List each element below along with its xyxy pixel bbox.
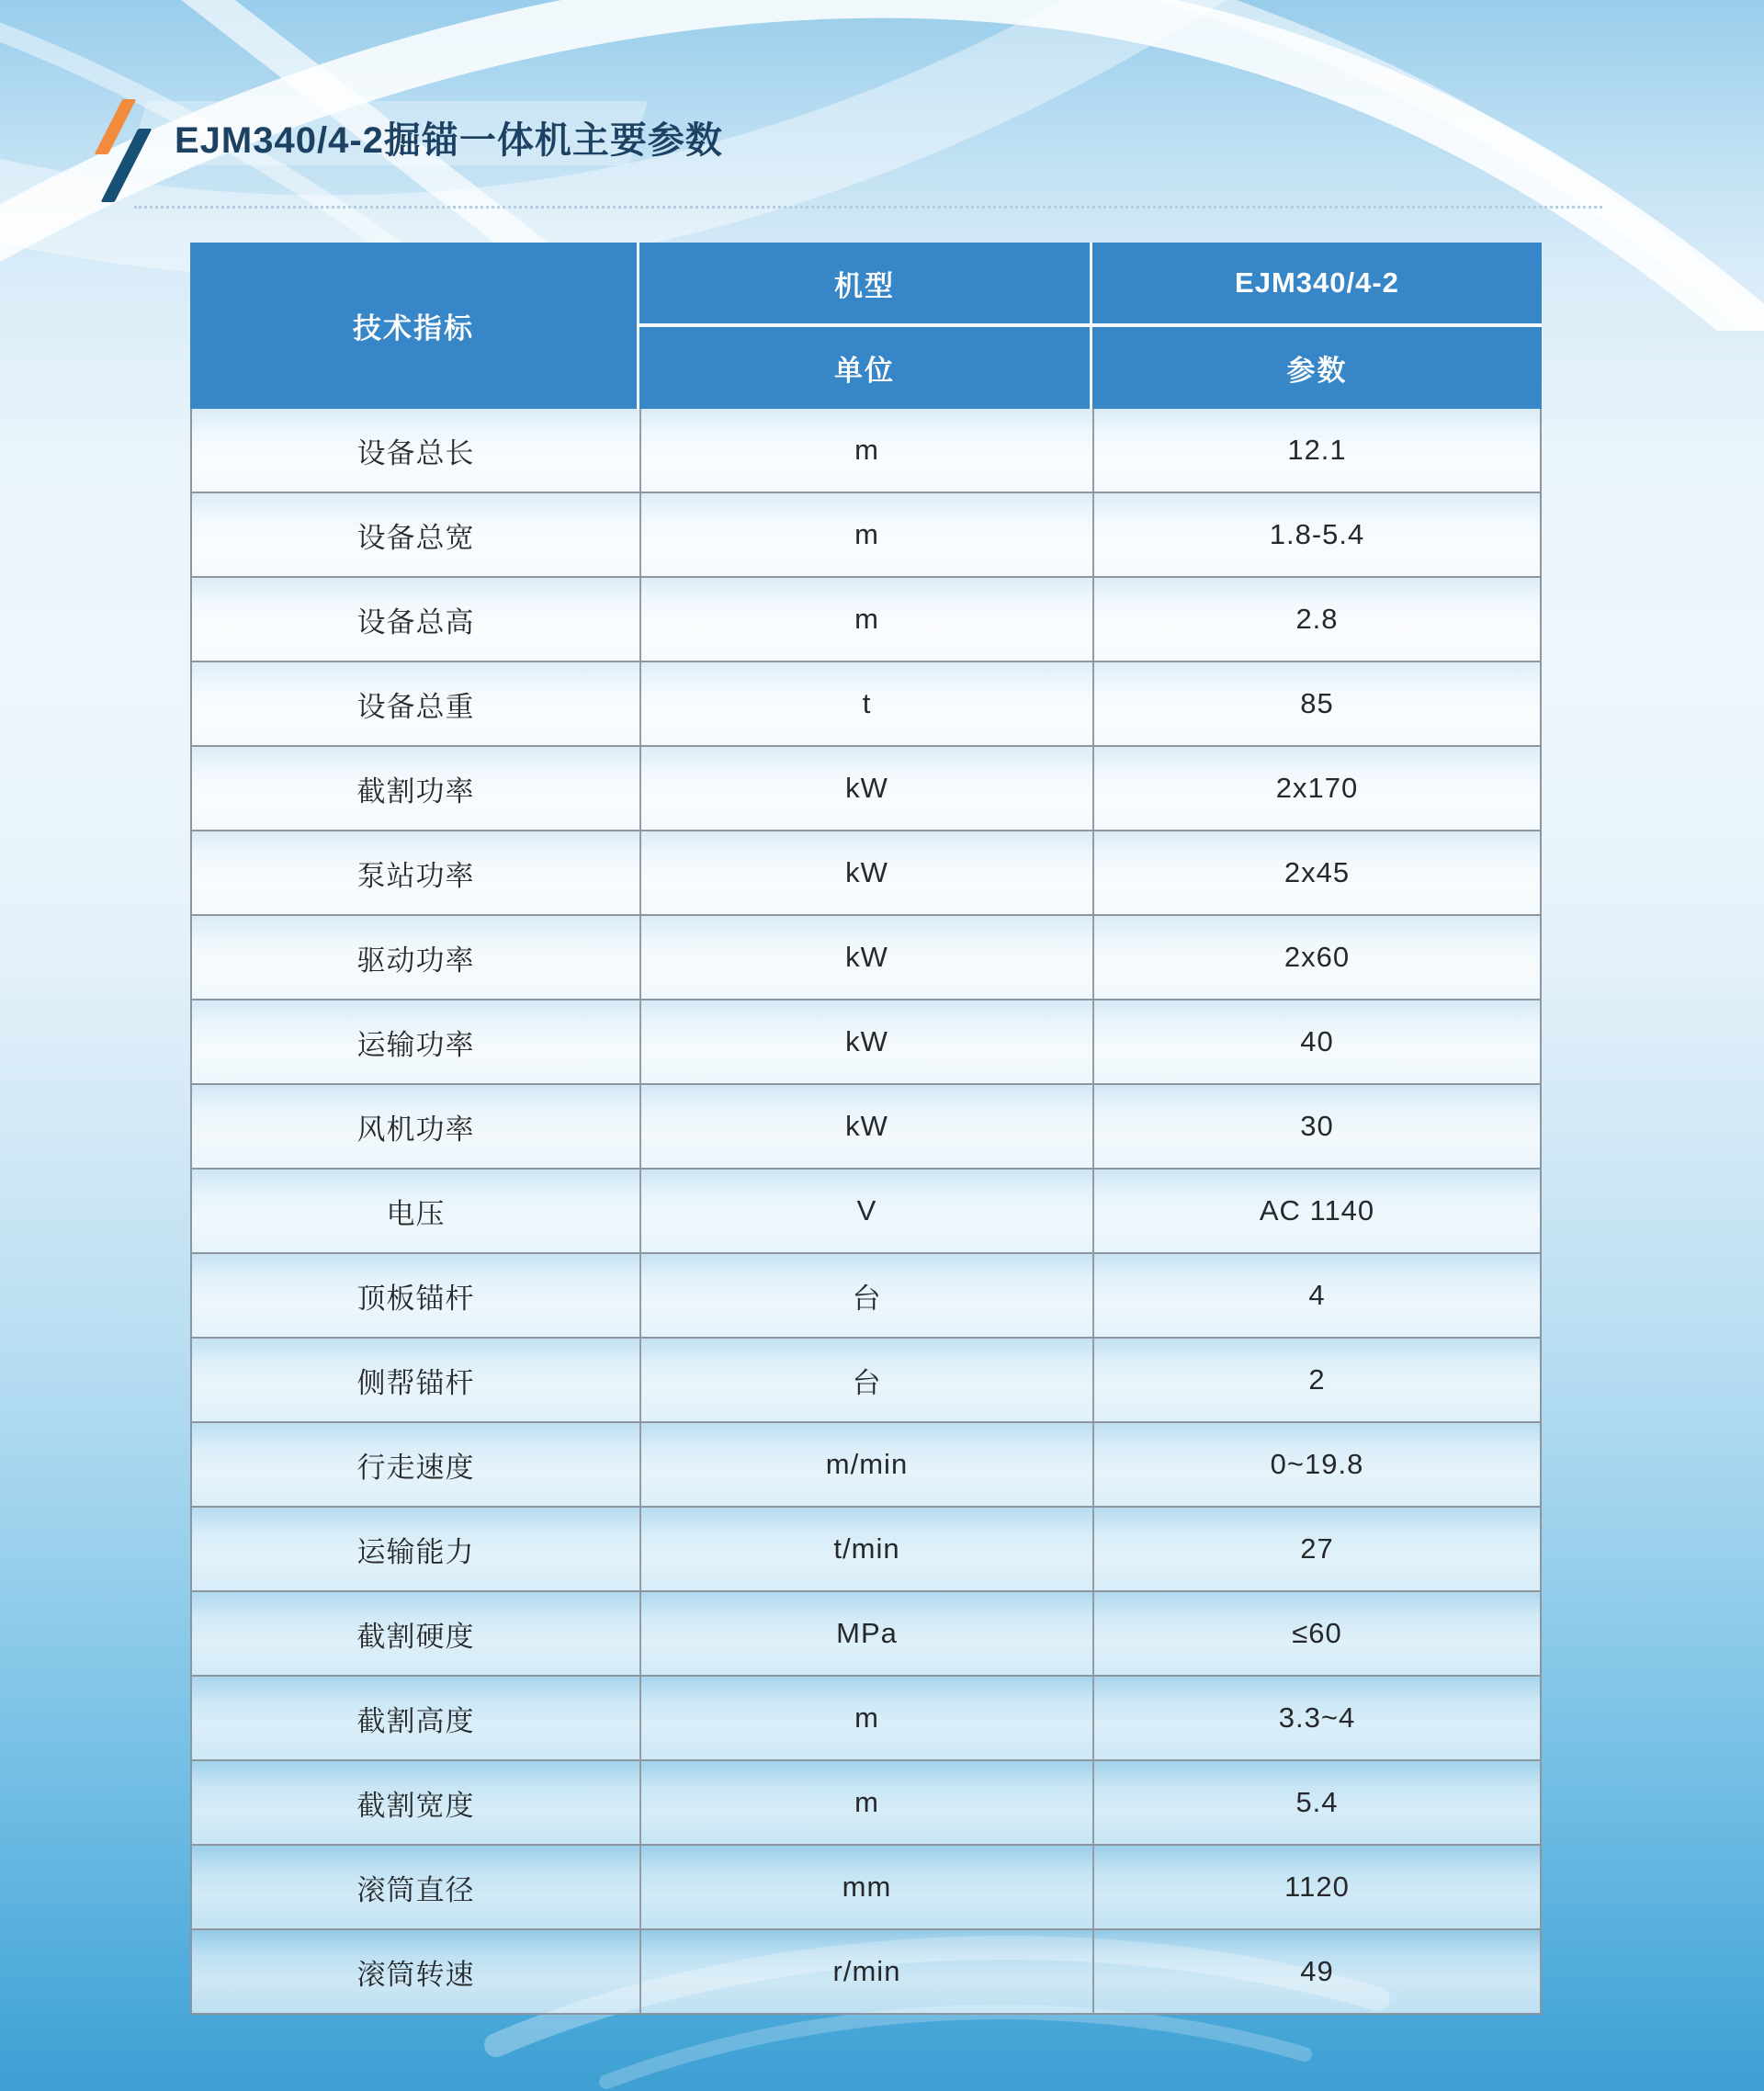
spec-name: 行走速度: [356, 1451, 475, 1484]
table-row: [192, 830, 1540, 914]
spec-name: 设备总高: [356, 605, 475, 639]
spec-value: 12.1: [1092, 409, 1540, 492]
spec-value: 27: [1092, 1508, 1540, 1590]
table-row: [192, 1759, 1540, 1844]
spec-value: 40: [1092, 1000, 1540, 1083]
table-row: [192, 1506, 1540, 1590]
spec-name: 泵站功率: [356, 859, 475, 892]
double-slash-icon: [88, 97, 154, 206]
table-row: [192, 745, 1540, 830]
spec-value: 85: [1092, 662, 1540, 745]
spec-value: ≤60: [1092, 1592, 1540, 1675]
spec-unit: kW: [639, 1000, 1092, 1083]
table-row: [192, 1421, 1540, 1506]
spec-unit: 台: [639, 1339, 1092, 1421]
spec-unit: m: [639, 1761, 1092, 1844]
table-header: [190, 243, 1542, 409]
table-body: [190, 409, 1542, 2015]
table-row: [192, 1083, 1540, 1168]
spec-name: 截割功率: [356, 774, 475, 808]
spec-value: 2x60: [1092, 916, 1540, 999]
spec-name: 设备总重: [356, 690, 475, 723]
spec-unit: 台: [639, 1254, 1092, 1337]
table-row: [192, 1928, 1540, 2013]
spec-name: 运输能力: [356, 1535, 475, 1568]
spec-name: 运输功率: [356, 1028, 475, 1061]
spec-value: 30: [1092, 1085, 1540, 1168]
spec-value: 1120: [1092, 1846, 1540, 1928]
table-row: [192, 1337, 1540, 1421]
header-model-label: 机型: [639, 243, 1092, 327]
header-unit-label: 单位: [639, 327, 1092, 409]
spec-name: 截割高度: [356, 1704, 475, 1737]
table-row: [192, 1252, 1540, 1337]
table-row: [192, 576, 1540, 661]
header-tech-index: 技术指标: [190, 243, 639, 409]
table-row: [192, 409, 1540, 492]
spec-name: 设备总宽: [356, 521, 475, 554]
spec-unit: t/min: [639, 1508, 1092, 1590]
spec-value: 49: [1092, 1930, 1540, 2013]
spec-unit: kW: [639, 1085, 1092, 1168]
header-model-value: EJM340/4-2: [1092, 243, 1542, 327]
spec-name: 风机功率: [356, 1113, 475, 1146]
table-row: [192, 1844, 1540, 1928]
spec-unit: kW: [639, 747, 1092, 830]
page-title: EJM340/4-2掘锚一体机主要参数: [175, 120, 723, 161]
spec-unit: kW: [639, 831, 1092, 914]
spec-name: 侧帮锚杆: [356, 1366, 475, 1399]
table-row: [192, 492, 1540, 576]
table-row: [192, 1675, 1540, 1759]
spec-unit: m: [639, 1677, 1092, 1759]
table-row: [192, 661, 1540, 745]
table-row: [192, 1590, 1540, 1675]
spec-name: 电压: [386, 1197, 446, 1230]
spec-unit: mm: [639, 1846, 1092, 1928]
spec-unit: MPa: [639, 1592, 1092, 1675]
spec-value: AC 1140: [1092, 1170, 1540, 1252]
dotted-divider: [134, 206, 1602, 209]
spec-table: [190, 243, 1542, 2015]
spec-value: 1.8-5.4: [1092, 493, 1540, 576]
table-row: [192, 1168, 1540, 1252]
spec-unit: r/min: [639, 1930, 1092, 2013]
spec-unit: m: [639, 409, 1092, 492]
spec-name: 滚筒直径: [356, 1873, 475, 1906]
header-param-label: 参数: [1092, 327, 1542, 409]
spec-value: 2.8: [1092, 578, 1540, 661]
spec-unit: t: [639, 662, 1092, 745]
spec-value: 3.3~4: [1092, 1677, 1540, 1759]
spec-name: 滚筒转速: [356, 1958, 475, 1991]
table-row: [192, 999, 1540, 1083]
spec-unit: m/min: [639, 1423, 1092, 1506]
spec-name: 设备总长: [356, 436, 475, 469]
spec-value: 2x170: [1092, 747, 1540, 830]
spec-unit: V: [639, 1170, 1092, 1252]
spec-value: 4: [1092, 1254, 1540, 1337]
spec-name: 截割硬度: [356, 1620, 475, 1653]
spec-value: 0~19.8: [1092, 1423, 1540, 1506]
spec-unit: m: [639, 493, 1092, 576]
spec-value: 2: [1092, 1339, 1540, 1421]
spec-name: 驱动功率: [356, 944, 475, 977]
spec-unit: m: [639, 578, 1092, 661]
table-row: [192, 914, 1540, 999]
spec-unit: kW: [639, 916, 1092, 999]
spec-name: 截割宽度: [356, 1789, 475, 1822]
spec-value: 5.4: [1092, 1761, 1540, 1844]
spec-name: 顶板锚杆: [356, 1282, 475, 1315]
spec-value: 2x45: [1092, 831, 1540, 914]
